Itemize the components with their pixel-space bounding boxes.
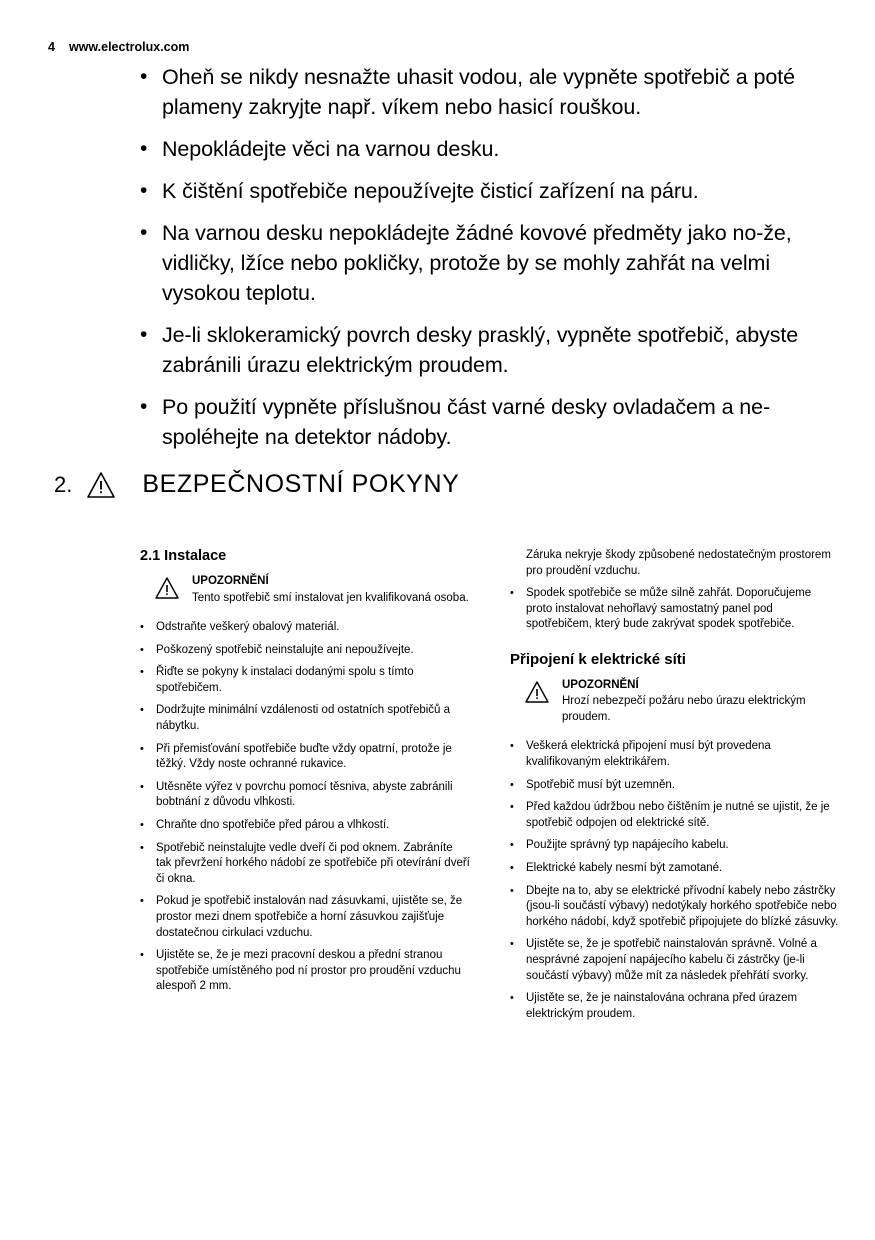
list-item-text: Na varnou desku nepokládejte žádné kovové předměty jako no-že, vidličky, lžíce nebo pokličky, protože by se mohly zahřát na velmi vysokou teplotu.	[162, 221, 792, 305]
list-item	[140, 703, 470, 734]
list-item	[510, 778, 840, 794]
list-item-text: Poškozený spotřebič neinstalujte ani nepoužívejte.	[156, 643, 414, 656]
bullet-icon: •	[510, 778, 514, 791]
page-header	[48, 40, 189, 54]
caution-text-block	[562, 678, 840, 726]
bullet-icon: •	[140, 742, 144, 755]
list-item	[510, 884, 840, 931]
bullet-icon: •	[140, 818, 144, 831]
bullet-icon: •	[510, 992, 514, 1005]
list-item-text: Ujistěte se, že je nainstalována ochrana před úrazem elektrickým proudem.	[526, 992, 798, 1020]
list-item	[140, 665, 470, 696]
list-item-text: Chraňte dno spotřebiče před párou a vlhkostí.	[156, 818, 390, 831]
list-item	[510, 838, 840, 854]
list-item	[140, 948, 470, 995]
left-subheading: 2.1 Instalace	[140, 548, 227, 564]
list-item-text: Při přemisťování spotřebiče buďte vždy opatrní, protože je těžký. Vždy noste ochranné rukavice.	[156, 742, 452, 771]
list-item-text: Elektrické kabely nesmí být zamotané.	[526, 862, 723, 875]
caution-box-electrical	[524, 678, 840, 726]
list-item	[140, 780, 470, 811]
website-url: www.electrolux.com	[68, 40, 190, 54]
right-subheading: Připojení k elektrické síti	[510, 650, 686, 668]
bullet-icon: •	[140, 841, 144, 854]
left-bullet-list	[140, 620, 470, 995]
bullet-icon: •	[140, 395, 148, 418]
bullet-icon: •	[140, 949, 144, 962]
list-item	[140, 62, 840, 122]
right-first-bullet-list	[510, 586, 840, 633]
safety-bullet-list	[140, 62, 840, 464]
warning-triangle-icon	[154, 574, 182, 605]
bullet-icon: •	[140, 780, 144, 793]
bullet-icon: •	[140, 323, 148, 346]
list-item	[510, 991, 840, 1022]
list-item	[510, 937, 840, 984]
right-lead-paragraph: Záruka nekryje škody způsobené nedostatečným prostorem pro proudění vzduchu.	[526, 549, 831, 577]
list-item	[140, 818, 470, 834]
right-column	[510, 548, 840, 1029]
list-item-text: Odstraňte veškerý obalový materiál.	[156, 621, 340, 633]
caution-title: UPOZORNĚNÍ	[192, 575, 269, 587]
bullet-icon: •	[510, 862, 514, 875]
list-item	[510, 739, 840, 770]
list-item-text: Veškerá elektrická připojení musí být provedena kvalifikovaným elektrikářem.	[526, 740, 771, 769]
list-item-text: Dbejte na to, aby se elektrické přívodní kabely nebo zástrčky (jsou-li součástí výbavy) nedotýkaly horkého spotřebiče nebo horkého nádobí, když spotřebič připojujete do blízké zásuvky.	[526, 884, 839, 928]
bullet-icon: •	[510, 938, 514, 951]
bullet-icon: •	[140, 137, 148, 160]
list-item-text: Pokud je spotřebič instalován nad zásuvkami, ujistěte se, že prostor mezi dnem spotřebiče a horní zásuvkou zajišťuje dostatečnou cirkulaci vzduchu.	[156, 895, 463, 939]
two-column-body	[140, 548, 840, 1208]
list-item	[140, 320, 840, 380]
page-number: 4	[48, 40, 55, 54]
caution-text-block	[192, 574, 469, 606]
list-item-text: Je-li sklokeramický povrch desky prasklý, vypněte spotřebič, abyste zabránili úrazu elektrickým proudem.	[162, 323, 799, 377]
list-item-text: Spotřebič neinstalujte vedle dveří či pod oknem. Zabráníte tak převržení horkého nádobí ze spotřebiče při otevírání dveří či okna.	[156, 841, 470, 885]
list-item-text: Spotřebič musí být uzemněn.	[526, 778, 675, 791]
list-item	[510, 586, 840, 633]
list-item	[140, 176, 840, 206]
bullet-icon: •	[140, 621, 144, 633]
bullet-icon: •	[140, 643, 144, 656]
list-item-text: Použijte správný typ napájecího kabelu.	[526, 839, 729, 852]
bullet-icon: •	[140, 895, 144, 908]
list-item-text: Dodržujte minimální vzdálenosti od ostatních spotřebičů a nábytku.	[156, 704, 451, 732]
list-item	[140, 134, 840, 164]
section-heading	[54, 470, 459, 499]
list-item-text: K čištění spotřebiče nepoužívejte čisticí zařízení na páru.	[162, 179, 699, 203]
list-item	[140, 841, 470, 888]
caution-body: Hrozí nebezpečí požáru nebo úrazu elektrickým proudem.	[562, 695, 806, 723]
left-column	[140, 548, 470, 1002]
bullet-icon: •	[510, 884, 514, 897]
list-item	[140, 643, 470, 659]
list-item	[140, 742, 470, 773]
list-item-text: Po použití vypněte příslušnou část varné desky ovladačem a ne-spoléhejte na detektor nádoby.	[162, 395, 771, 449]
section-title: BEZPEČNOSTNÍ POKYNY	[142, 470, 460, 498]
bullet-icon: •	[140, 179, 148, 202]
caution-title: UPOZORNĚNÍ	[562, 678, 639, 691]
list-item	[140, 620, 470, 636]
caution-box-installation	[154, 574, 470, 606]
list-item-text: Nepokládejte věci na varnou desku.	[162, 137, 500, 161]
list-item	[510, 861, 840, 877]
list-item-text: Ujistěte se, že je mezi pracovní deskou a přední stranou spotřebiče umístěného pod ní prostor pro proudění vzduchu alespoň 2 mm.	[156, 949, 461, 993]
caution-body: Tento spotřebič smí instalovat jen kvalifikovaná osoba.	[192, 591, 469, 604]
bullet-icon: •	[510, 587, 514, 600]
bullet-icon: •	[510, 740, 514, 753]
bullet-icon: •	[140, 65, 148, 88]
warning-triangle-icon	[86, 471, 116, 499]
bullet-icon: •	[140, 221, 148, 244]
list-item-text: Ujistěte se, že je spotřebič nainstalován správně. Volné a nesprávné zapojení napájecího kabelu či zástrčky (je-li součástí výbavy) může mít za následek přehřátí svorky.	[526, 938, 817, 982]
list-item	[140, 894, 470, 941]
list-item-text: Oheň se nikdy nesnažte uhasit vodou, ale vypněte spotřebič a poté plameny zakryjte např. víkem nebo hasicí rouškou.	[162, 65, 795, 119]
list-item-text: Před každou údržbou nebo čištěním je nutné se ujistit, že je spotřebič odpojen od elektrické sítě.	[526, 801, 830, 829]
warning-triangle-icon	[524, 678, 552, 709]
list-item-text: Spodek spotřebiče se může silně zahřát. Doporučujeme proto instalovat nehořlavý samostatný panel pod spotřebičem, který bude zakrývat spodek spotřebiče.	[526, 587, 812, 631]
bullet-icon: •	[140, 704, 144, 717]
list-item	[140, 218, 840, 308]
list-item	[510, 800, 840, 831]
list-item	[140, 392, 840, 452]
list-item-text: Utěsněte výřez v povrchu pomocí těsniva, abyste zabránili bobtnání z důvodu vlhkosti.	[156, 780, 453, 809]
right-bullet-list	[510, 739, 840, 1022]
section-number: 2.	[54, 471, 73, 497]
bullet-icon: •	[510, 839, 514, 852]
bullet-icon: •	[510, 801, 514, 814]
list-item-text: Řiďte se pokyny k instalaci dodanými spolu s tímto spotřebičem.	[156, 666, 414, 694]
bullet-icon: •	[140, 666, 144, 679]
